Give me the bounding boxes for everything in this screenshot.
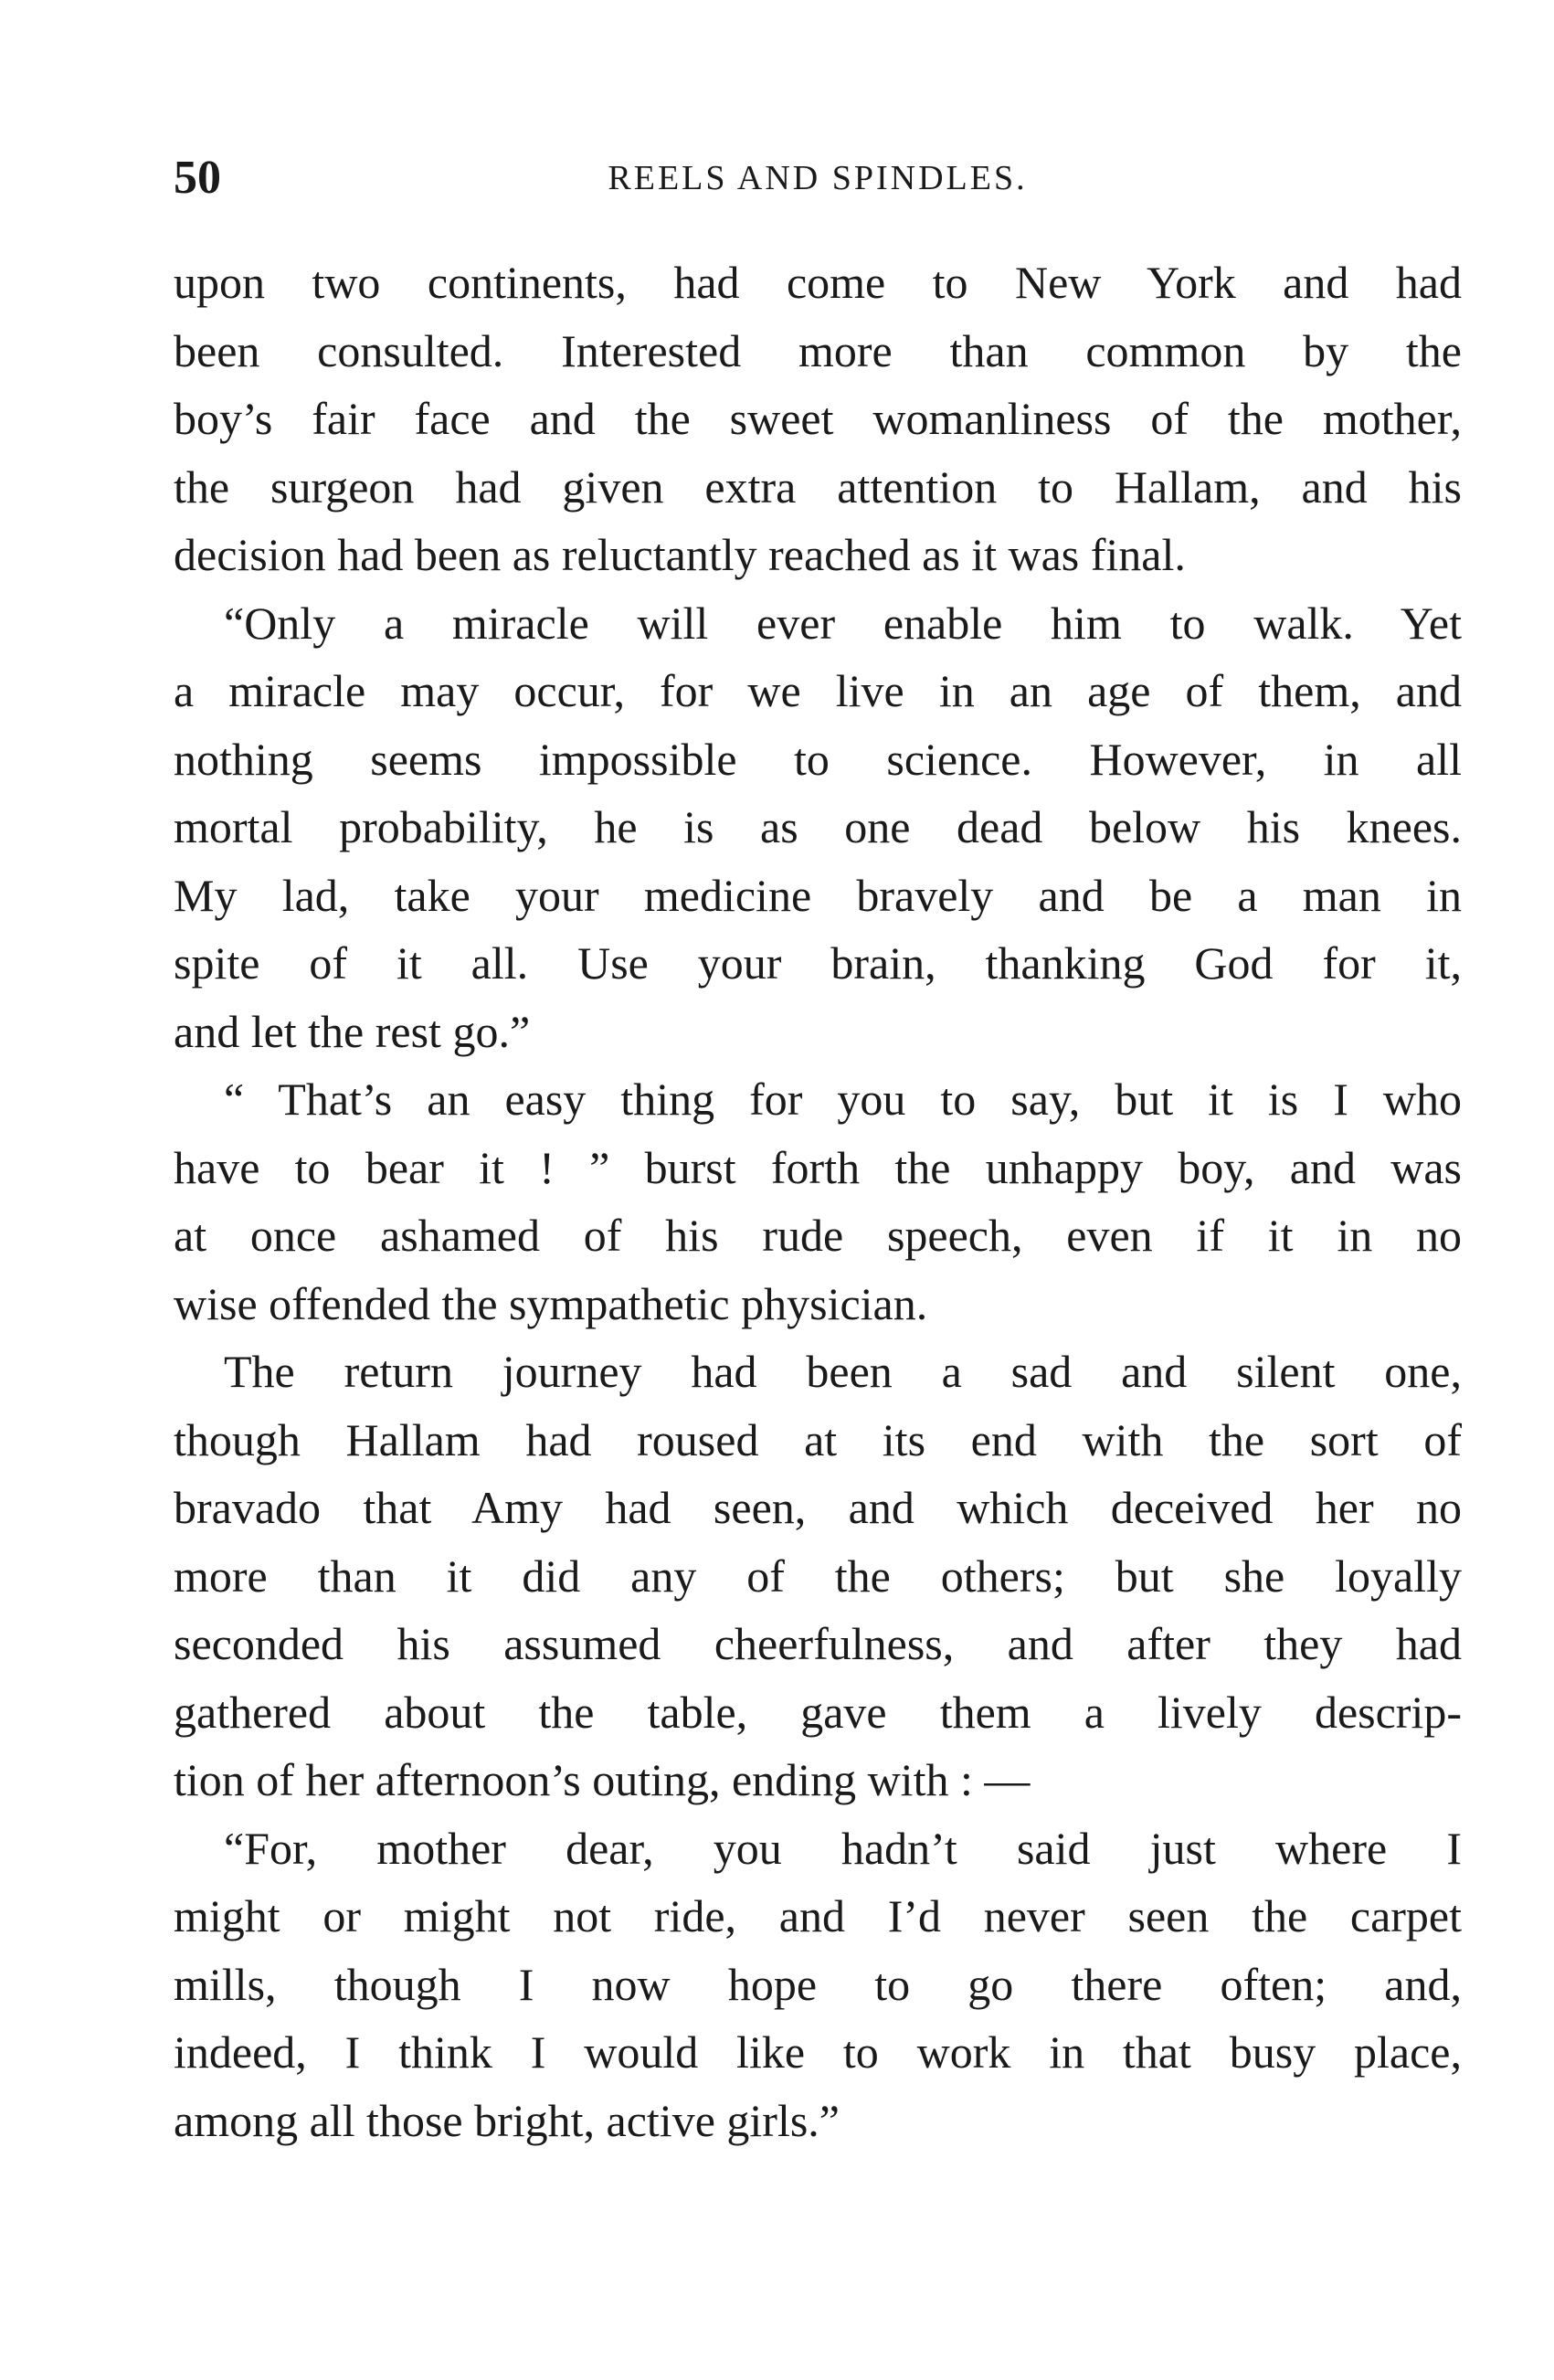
text-line: the surgeon had given extra attention to Hallam, and his	[174, 460, 1462, 513]
paragraph	[174, 1065, 1462, 1338]
text-line: been consulted. Interested more than common by the	[174, 324, 1462, 376]
text-line: mortal probability, he is as one dead below his knees.	[174, 801, 1462, 852]
text-line: “For, mother dear, you hadn’t said just where I	[224, 1822, 1462, 1874]
text-line: nothing seems impossible to science. However, in all	[174, 733, 1462, 785]
text-line: wise offended the sympathetic physician.	[174, 1277, 928, 1329]
text-line: upon two continents, had come to New York and had	[174, 257, 1462, 308]
text-line: might or might not ride, and I’d never seen the carpet	[174, 1890, 1462, 1941]
text-line: “Only a miracle will ever enable him to walk. Yet	[224, 597, 1462, 649]
text-line: indeed, I think I would like to work in that busy place,	[174, 2026, 1462, 2078]
running-title: REELS AND SPINDLES.	[608, 159, 1028, 197]
text-line: The return journey had been a sad and silent one,	[224, 1346, 1462, 1397]
text-line: gathered about the table, gave them a lively descrip-	[174, 1686, 1462, 1738]
paragraph	[174, 1814, 1462, 2155]
text-line: more than it did any of the others; but she loyally	[174, 1550, 1462, 1602]
body-text	[174, 249, 1462, 2154]
paragraph	[174, 249, 1462, 589]
text-line: seconded his assumed cheerfulness, and after they had	[174, 1618, 1462, 1669]
text-line: My lad, take your medicine bravely and be a man in	[174, 869, 1462, 921]
text-line: boy’s fair face and the sweet womanliness of the mother,	[174, 393, 1462, 444]
text-line: and let the rest go.”	[174, 1005, 531, 1057]
text-line: at once ashamed of his rude speech, even if it in no	[174, 1210, 1462, 1261]
paragraph	[174, 589, 1462, 1066]
page-number: 50	[174, 152, 221, 204]
text-line: bravado that Amy had seen, and which deceived her no	[174, 1482, 1462, 1533]
text-line: decision had been as reluctantly reached as it was final.	[174, 529, 1186, 580]
text-line: have to bear it ! ” burst forth the unhappy boy, and was	[174, 1141, 1462, 1193]
text-line: mills, though I now hope to go there often; and,	[174, 1958, 1462, 2010]
text-line: “ That’s an easy thing for you to say, but it is I who	[224, 1074, 1462, 1125]
text-line: spite of it all. Use your brain, thanking God for it,	[174, 937, 1462, 989]
text-line: among all those bright, active girls.”	[174, 2094, 840, 2146]
text-line: though Hallam had roused at its end with the sort of	[174, 1413, 1462, 1465]
paragraph	[174, 1338, 1462, 1814]
text-line: tion of her afternoon’s outing, ending with : —	[174, 1754, 1031, 1805]
page-header	[174, 146, 1462, 210]
text-line: a miracle may occur, for we live in an age of them, and	[174, 665, 1462, 716]
